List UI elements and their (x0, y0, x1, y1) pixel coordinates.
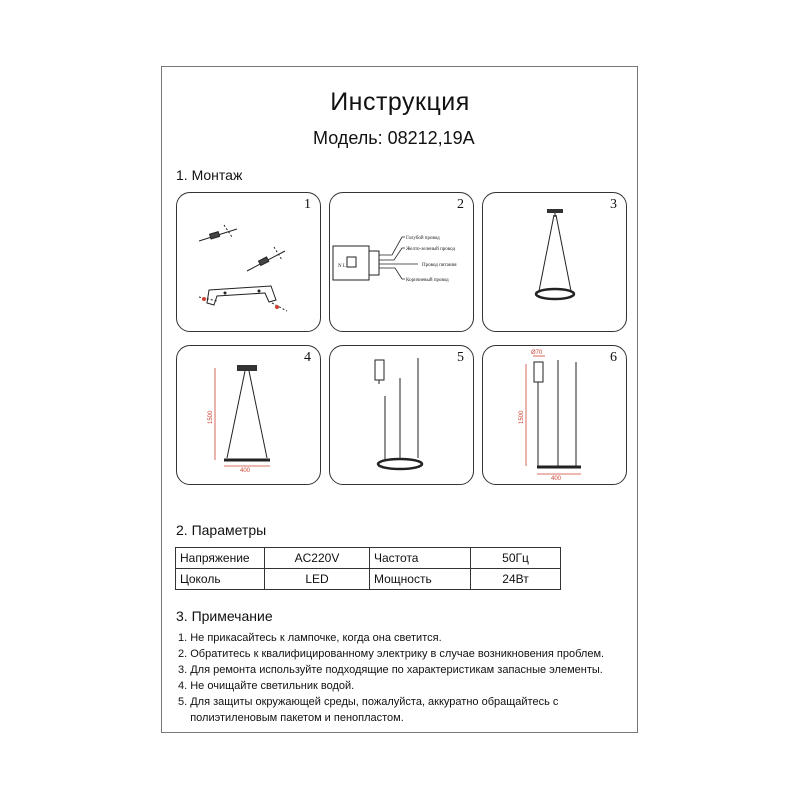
param-label: Напряжение (176, 548, 265, 569)
param-label: Частота (370, 548, 471, 569)
diagram-panel-5 (329, 345, 474, 485)
mounting-screws-drawing (177, 193, 322, 333)
panel-number: 4 (304, 350, 311, 365)
panel-number: 5 (457, 350, 464, 365)
top-diameter-label: Ø70 (531, 350, 543, 356)
section-params-title: 2. Параметры (176, 522, 267, 538)
width-dimension-label: 400 (240, 468, 251, 474)
param-label: Цоколь (176, 569, 265, 590)
parameters-table (175, 547, 561, 590)
note-item: 2. Обратитесь к квалифицированному электрику в случае возникновения проблем. (178, 648, 605, 660)
wire-label-blue: Голубой провод (406, 236, 440, 241)
wire-label-yellow-green: Желто-зеленый провод (406, 247, 455, 252)
panel-number: 3 (610, 197, 617, 212)
note-item: 1. Не прикасайтесь к лампочке, когда она светится. (178, 632, 442, 644)
param-value: LED (265, 569, 370, 590)
terminal-labels: N L (338, 264, 346, 269)
section-notes-title: 3. Примечание (176, 608, 273, 624)
model-number: Модель: 08212,19A (313, 128, 475, 148)
param-value: 50Гц (471, 548, 561, 569)
note-item: 5. Для защиты окружающей среды, пожалуйста, аккуратно обращайтесь с (178, 696, 559, 708)
section-mounting-title: 1. Монтаж (176, 167, 243, 183)
wiring-diagram (330, 193, 475, 333)
ring-lamp-dimensions-drawing (483, 346, 628, 486)
page-title: Инструкция (330, 88, 470, 116)
panel-number: 1 (304, 197, 311, 212)
wire-label-power: Провод питания (422, 263, 457, 268)
param-value: 24Вт (471, 569, 561, 590)
panel-number: 6 (610, 350, 617, 365)
pendant-lamp-drawing (483, 193, 628, 333)
table-row (176, 569, 561, 590)
lamp-dimensions-drawing (177, 346, 322, 486)
diagram-panel-4 (176, 345, 321, 485)
height-dimension-label: 1500 (208, 410, 214, 424)
width-dimension-label: 400 (551, 476, 562, 482)
wire-label-brown: Коричневый провод (406, 278, 449, 283)
table-row (176, 548, 561, 569)
diagram-panel-1 (176, 192, 321, 332)
param-value: AC220V (265, 548, 370, 569)
note-item: 4. Не очищайте светильник водой. (178, 680, 355, 692)
panel-number: 2 (457, 197, 464, 212)
diagram-panel-2 (329, 192, 474, 332)
height-dimension-label: 1500 (519, 410, 525, 424)
diagram-panel-3 (482, 192, 627, 332)
notes-list (178, 630, 604, 726)
param-label: Мощность (370, 569, 471, 590)
ring-lamp-side-drawing (330, 346, 475, 486)
note-item: полиэтиленовым пакетом и пенопластом. (178, 712, 404, 724)
note-item: 3. Для ремонта используйте подходящие по характеристикам запасные элементы. (178, 664, 603, 676)
diagram-panel-6 (482, 345, 627, 485)
